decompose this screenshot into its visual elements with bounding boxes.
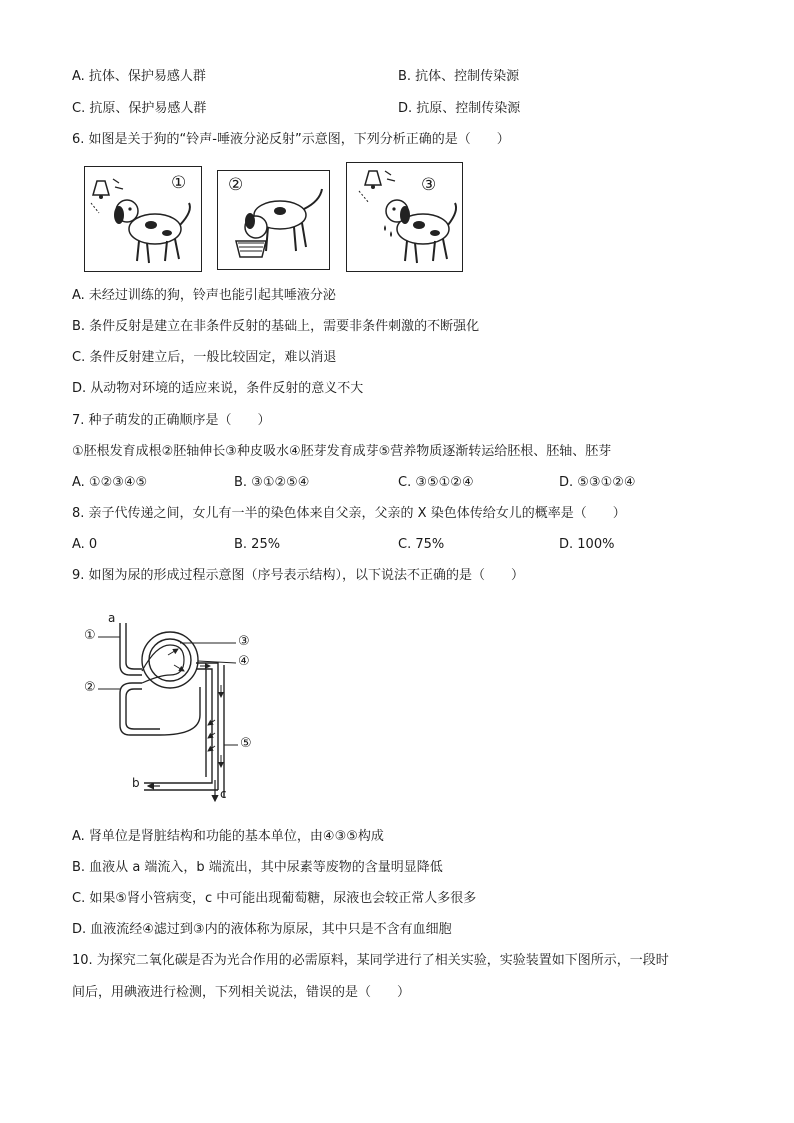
q8-option-a: A. 0 xyxy=(72,537,98,552)
q8-option-c: C. 75% xyxy=(398,537,445,552)
label-5: ⑤ xyxy=(240,736,252,751)
q8-stem: 8. 亲子代传递之间，女儿有一半的染色体来自父亲，父亲的 X 染色体传给女儿的概率是（ ） xyxy=(72,506,626,521)
label-2: ② xyxy=(84,680,96,695)
label-1: ① xyxy=(84,628,96,643)
q9-option-a: A. 肾单位是肾脏结构和功能的基本单位，由④③⑤构成 xyxy=(72,829,384,844)
nephron-diagram xyxy=(80,605,280,805)
q7-stem: 7. 种子萌发的正确顺序是（ ） xyxy=(72,413,271,428)
q7-option-b: B. ③①②⑤④ xyxy=(234,475,310,490)
q5-option-d: D. 抗原、控制传染源 xyxy=(398,101,521,116)
q9-option-c: C. 如果⑤肾小管病变，c 中可能出现葡萄糖，尿液也会较正常人多很多 xyxy=(72,891,477,906)
label-b: b xyxy=(132,776,140,790)
panel-label-1: ① xyxy=(171,173,187,193)
q6-option-d: D. 从动物对环境的适应来说，条件反射的意义不大 xyxy=(72,381,364,396)
q6-figure-panel-2 xyxy=(217,170,330,270)
q5-option-b: B. 抗体、控制传染源 xyxy=(398,69,520,84)
label-a: a xyxy=(108,611,116,625)
q6-option-b: B. 条件反射是建立在非条件反射的基础上，需要非条件刺激的不断强化 xyxy=(72,319,480,334)
q7-option-c: C. ③⑤①②④ xyxy=(398,475,474,490)
label-4: ④ xyxy=(238,654,250,669)
q10-stem-line-2: 间后，用碘液进行检测，下列相关说法，错误的是（ ） xyxy=(72,985,411,1000)
panel-label-2: ② xyxy=(228,175,244,195)
q8-option-b: B. 25% xyxy=(234,537,281,552)
q6-option-a: A. 未经过训练的狗，铃声也能引起其唾液分泌 xyxy=(72,288,336,303)
q10-stem-line-1: 10. 为探究二氧化碳是否为光合作用的必需原料，某同学进行了相关实验，实验装置如下图所示，一段时 xyxy=(72,953,669,968)
q5-option-a: A. 抗体、保护易感人群 xyxy=(72,69,206,84)
q9-option-b: B. 血液从 a 端流入，b 端流出，其中尿素等废物的含量明显降低 xyxy=(72,860,443,875)
panel-label-3: ③ xyxy=(421,175,437,195)
q6-figure-panel-3 xyxy=(346,162,463,272)
q6-stem: 6. 如图是关于狗的“铃声-唾液分泌反射”示意图，下列分析正确的是（ ） xyxy=(72,132,510,147)
q7-steps: ①胚根发育成根②胚轴伸长③种皮吸水④胚芽发育成芽⑤营养物质逐渐转运给胚根、胚轴、胚芽 xyxy=(72,444,612,459)
nephron-drawing xyxy=(80,605,280,805)
dog-bell-salivating-illustration xyxy=(347,163,464,273)
q7-option-d: D. ⑤③①②④ xyxy=(559,475,636,490)
q5-option-c: C. 抗原、保护易感人群 xyxy=(72,101,207,116)
label-c: c xyxy=(220,787,227,801)
q8-option-d: D. 100% xyxy=(559,537,615,552)
q9-option-d: D. 血液流经④滤过到③内的液体称为原尿，其中只是不含有血细胞 xyxy=(72,922,452,937)
q7-option-a: A. ①②③④⑤ xyxy=(72,475,148,490)
q9-stem: 9. 如图为尿的形成过程示意图（序号表示结构），以下说法不正确的是（ ） xyxy=(72,568,525,583)
label-3: ③ xyxy=(238,634,250,649)
q6-option-c: C. 条件反射建立后，一般比较固定，难以消退 xyxy=(72,350,337,365)
q6-figure-panel-1 xyxy=(84,166,202,272)
